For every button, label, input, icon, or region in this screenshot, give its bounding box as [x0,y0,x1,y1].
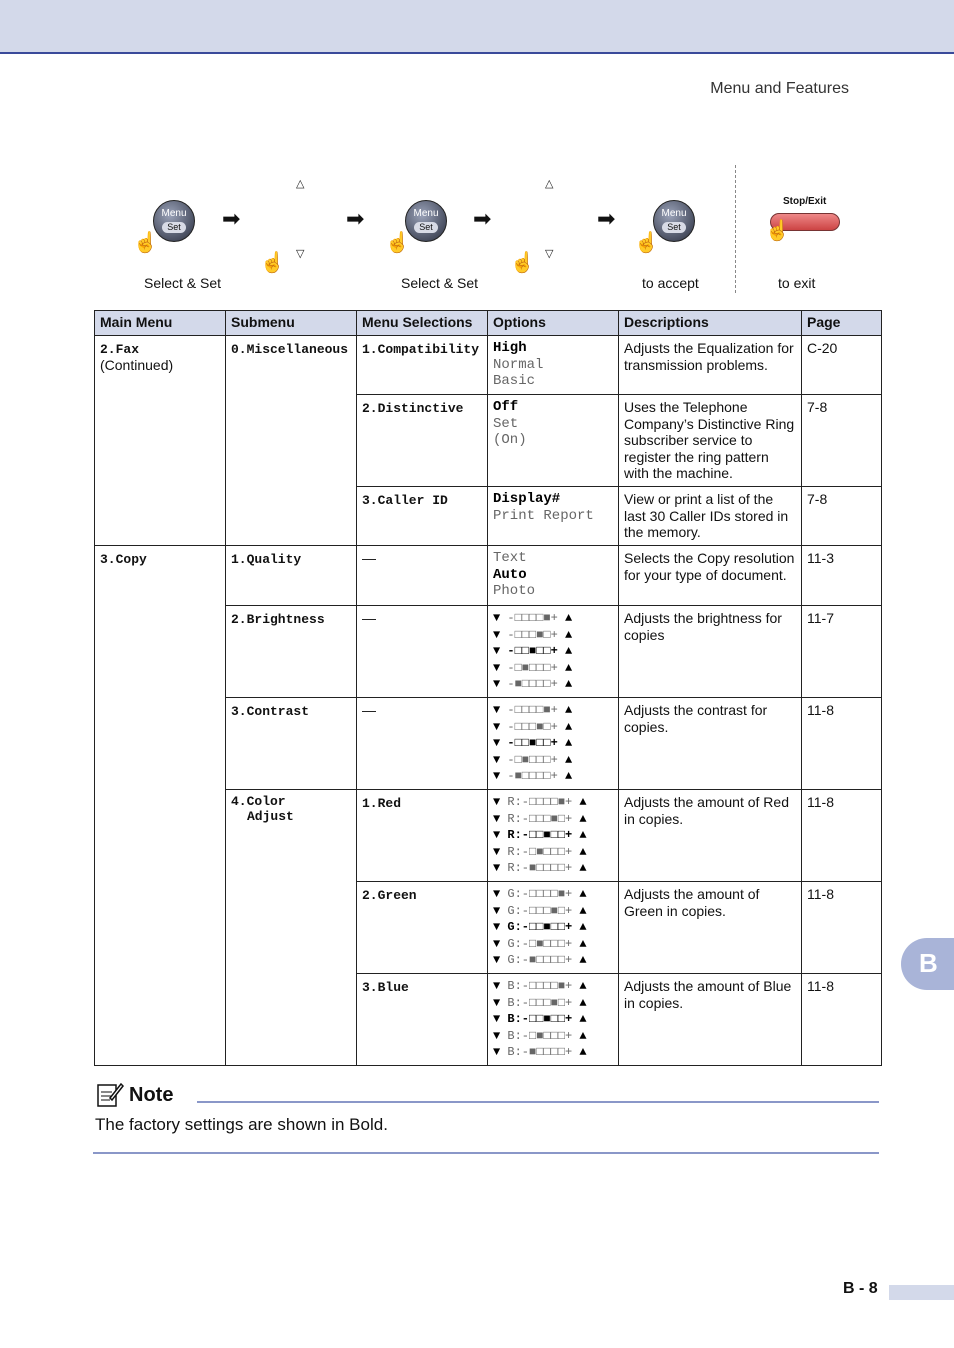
down-arrow-icon: ▼ [493,677,508,692]
down-arrow-icon: ▼ [493,627,508,642]
level-value: B:-□□□■□+ [507,995,573,1010]
down-arrow-icon: ▼ [493,795,508,809]
selection-label: — [357,606,488,698]
page-ref: 11-7 [802,606,882,698]
option-value: (On) [493,432,527,448]
key-sequence [0,160,954,300]
up-arrow-icon: ▲ [572,936,587,951]
down-arrow-icon: ▼ [493,979,508,993]
submenu-label: 3.Contrast [231,704,310,719]
up-arrow-icon: ▲ [572,995,587,1010]
option-value: Auto [493,566,527,583]
step-label: to accept [642,275,699,291]
description: Adjusts the brightness for copies [624,610,782,643]
option-value: Display# [493,491,561,507]
column-header: Submenu [226,311,357,336]
up-arrow-icon: ▲ [572,1028,587,1043]
page-ref: 11-8 [802,974,882,1066]
down-arrow-icon: ▼ [493,644,508,659]
up-arrow-icon: ▲ [557,703,573,717]
divider [735,165,736,293]
page-ref: 11-8 [802,698,882,790]
tab-letter: B [919,948,938,978]
level-option [493,752,613,769]
level-option [493,936,613,953]
description: View or print a list of the last 30 Caller IDs stored in the memory. [624,491,789,540]
table-row [95,336,882,395]
submenu-cell [226,336,357,546]
page-ref: 11-3 [802,546,882,606]
step-label: Select & Set [144,275,222,291]
menu-set-button-1: Menu Set [153,200,195,242]
footer-bar [889,1285,954,1300]
level-option [493,886,613,903]
description: Uses the Telephone Company’s Distinctive Ring subscriber service to register the ring pattern with the machine. [624,399,795,481]
level-value: -□□■□□+ [507,644,558,659]
level-value: -□□□□■+ [507,611,558,625]
level-value: R:-□□□■□+ [507,811,573,826]
level-option [493,610,613,627]
up-arrow-icon: ▲ [557,644,573,659]
up-arrow-icon: ▲ [572,920,587,935]
note-title: Note [129,1084,174,1106]
up-arrow-icon: ▲ [572,979,587,993]
down-arrow-icon: ▼ [493,811,508,826]
level-option [493,978,613,995]
level-value: -□□□□■+ [507,703,558,717]
down-arrow-icon: ▼ [493,887,508,901]
up-triangle-icon: △ [545,178,554,190]
appendix-tab [901,938,954,990]
submenu-label: Adjust [247,809,294,824]
down-arrow-icon: ▼ [493,920,508,935]
up-arrow-icon: ▲ [557,660,573,675]
down-arrow-icon: ▼ [493,1028,508,1043]
selection-label: 3.Blue [362,980,409,995]
up-arrow-icon: ▲ [557,719,573,734]
down-arrow-icon: ▼ [493,953,508,968]
finger-press-icon: ☝ [133,232,158,254]
selection-label: — [357,698,488,790]
column-header: Main Menu [95,311,226,336]
level-option [493,627,613,644]
main-menu-cell [95,336,226,546]
option-value: Normal [493,356,544,373]
selection-label: 2.Green [362,888,417,903]
level-value: -□■□□□+ [507,660,558,675]
up-arrow-icon: ▲ [572,903,587,918]
up-arrow-icon: ▲ [572,795,587,809]
down-arrow-icon: ▼ [493,1045,508,1060]
down-arrow-icon: ▼ [493,611,508,625]
down-arrow-icon: ▼ [493,769,508,784]
level-option [493,952,613,969]
level-value: B:-□■□□□+ [507,1028,573,1043]
option-value: Photo [493,583,536,599]
description: Adjusts the amount of Red in copies. [624,794,789,827]
level-value: R:-□□□□■+ [507,795,573,809]
arrow-right-icon: ➡ [597,206,616,231]
level-option [493,1028,613,1045]
level-option [493,811,613,828]
up-triangle-icon: △ [296,178,305,190]
level-option [493,719,613,736]
page-number: B - 8 [843,1280,878,1297]
main-menu-cell [95,546,226,1066]
down-triangle-icon: ▽ [545,248,554,260]
down-arrow-icon: ▼ [493,660,508,675]
page-ref: 7-8 [802,487,882,546]
up-arrow-icon: ▲ [557,769,573,784]
column-header: Descriptions [619,311,802,336]
level-value: G:-□□■□□+ [507,920,573,935]
selection-label: 2.Distinctive [362,401,464,416]
top-banner [0,0,954,54]
up-arrow-icon: ▲ [572,1012,587,1027]
level-value: -□□■□□+ [507,736,558,751]
finger-press-icon: ☝ [385,232,410,254]
column-header: Menu Selections [357,311,488,336]
note-text: The factory settings are shown in Bold. [95,1115,388,1134]
level-option [493,860,613,877]
level-option [493,643,613,660]
level-bars [488,974,619,1066]
level-option [493,702,613,719]
down-arrow-icon: ▼ [493,995,508,1010]
level-value: B:-□□■□□+ [507,1012,573,1027]
selection-label: — [357,546,488,606]
page-ref: 11-8 [802,790,882,882]
submenu-label: 0.Miscellaneous [231,342,349,357]
page-ref: 7-8 [802,395,882,487]
down-arrow-icon: ▼ [493,752,508,767]
arrow-right-icon: ➡ [346,206,365,231]
level-option [493,794,613,811]
down-arrow-icon: ▼ [493,903,508,918]
table-header-row [95,311,882,336]
divider [93,1152,879,1154]
down-arrow-icon: ▼ [493,703,508,717]
column-header: Page [802,311,882,336]
arrow-right-icon: ➡ [473,206,492,231]
submenu-label: 2.Brightness [231,612,325,627]
menu-set-button-2: Menu Set [405,200,447,242]
finger-press-icon: ☝ [510,252,535,274]
divider [197,1101,879,1103]
option-value: Set [493,415,519,432]
level-value: B:-□□□□■+ [507,979,573,993]
down-arrow-icon: ▼ [493,844,508,859]
level-value: -□□□■□+ [507,627,558,642]
down-triangle-icon: ▽ [296,248,305,260]
note-pencil-icon [96,1080,124,1108]
finger-press-icon: ☝ [260,252,285,274]
up-arrow-icon: ▲ [557,677,573,692]
selection-label: 1.Red [362,796,402,811]
option-value: High [493,340,527,356]
option-value: Text [493,550,527,566]
level-value: G:-□□□■□+ [507,903,573,918]
menu-set-button-3: Menu Set [653,200,695,242]
up-arrow-icon: ▲ [557,627,573,642]
step-label: Select & Set [401,275,479,291]
level-bars [488,882,619,974]
level-value: B:-■□□□□+ [507,1045,573,1060]
up-arrow-icon: ▲ [572,953,587,968]
up-arrow-icon: ▲ [572,811,587,826]
main-menu-label: 3.Copy [100,552,147,567]
down-arrow-icon: ▼ [493,828,508,843]
level-option [493,768,613,785]
finger-press-icon: ☝ [634,232,659,254]
main-menu-label: 2.Fax [100,342,140,357]
level-option [493,903,613,920]
submenu-label: 1.Quality [231,552,302,567]
level-bars [488,606,619,698]
level-value: G:-□■□□□+ [507,936,573,951]
description: Selects the Copy resolution for your type of document. [624,550,795,583]
description: Adjusts the amount of Blue in copies. [624,978,792,1011]
level-option [493,1044,613,1061]
page-ref: 11-8 [802,882,882,974]
down-arrow-icon: ▼ [493,719,508,734]
page-ref: C-20 [802,336,882,395]
option-value: Print Report [493,507,594,524]
section-title: Menu and Features [710,80,849,97]
up-arrow-icon: ▲ [572,828,587,843]
down-arrow-icon: ▼ [493,736,508,751]
selection-label: 1.Compatibility [362,342,480,357]
continued-label: (Continued) [100,357,174,373]
level-value: R:-■□□□□+ [507,861,573,876]
level-option [493,676,613,693]
up-arrow-icon: ▲ [572,1045,587,1060]
level-option [493,844,613,861]
level-option [493,827,613,844]
level-value: R:-□□■□□+ [507,828,573,843]
description: Adjusts the amount of Green in copies. [624,886,760,919]
down-arrow-icon: ▼ [493,1012,508,1027]
arrow-right-icon: ➡ [222,206,241,231]
column-header: Options [488,311,619,336]
level-bars [488,698,619,790]
up-arrow-icon: ▲ [557,736,573,751]
level-option [493,735,613,752]
level-bars [488,790,619,882]
up-arrow-icon: ▲ [572,861,587,876]
up-arrow-icon: ▲ [572,887,587,901]
table-row [95,546,882,606]
option-value: Basic [493,373,536,389]
description: Adjusts the Equalization for transmission problems. [624,340,794,373]
level-value: -□□□■□+ [507,719,558,734]
up-arrow-icon: ▲ [572,844,587,859]
down-arrow-icon: ▼ [493,861,508,876]
finger-press-icon: ☝ [765,220,790,242]
up-arrow-icon: ▲ [557,611,573,625]
level-value: G:-■□□□□+ [507,953,573,968]
level-value: -□■□□□+ [507,752,558,767]
option-value: Off [493,399,519,415]
menu-table [94,310,882,1066]
up-arrow-icon: ▲ [557,752,573,767]
level-value: G:-□□□□■+ [507,887,573,901]
description: Adjusts the contrast for copies. [624,702,768,735]
level-option [493,995,613,1012]
level-option [493,1011,613,1028]
level-option [493,660,613,677]
selection-label: 3.Caller ID [362,493,448,508]
submenu-cell [226,790,357,1066]
submenu-label: 4.Color [231,794,286,809]
level-value: -■□□□□+ [507,769,558,784]
level-value: -■□□□□+ [507,677,558,692]
down-arrow-icon: ▼ [493,936,508,951]
stop-exit-label: Stop/Exit [783,196,827,207]
level-option [493,919,613,936]
step-label: to exit [778,275,816,291]
level-value: R:-□■□□□+ [507,844,573,859]
